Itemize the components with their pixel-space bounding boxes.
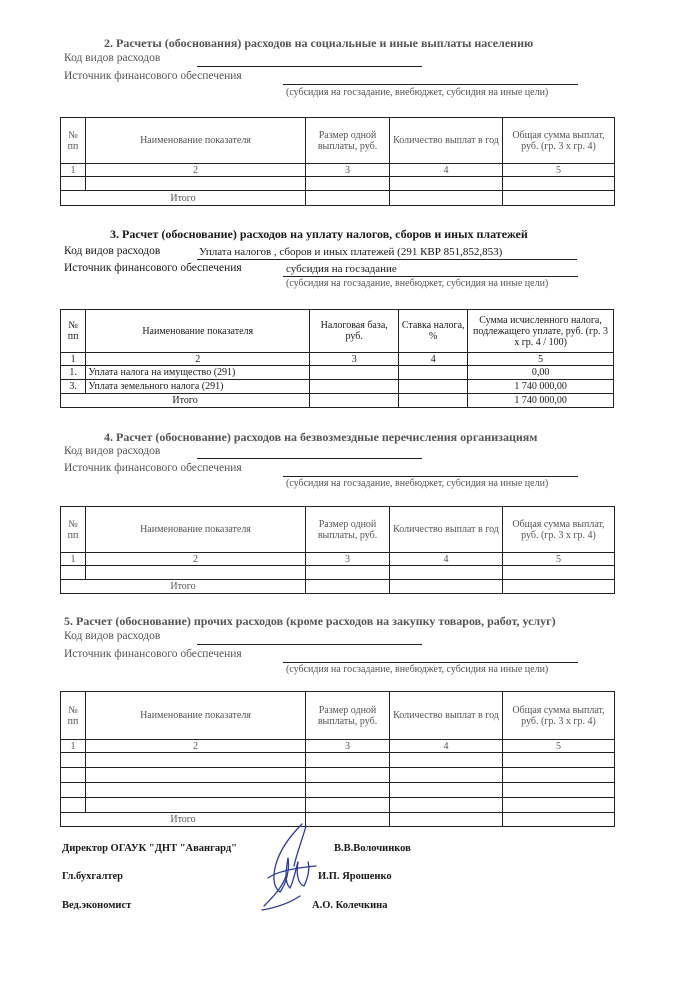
section3-code-line xyxy=(197,259,577,260)
section3-source-hint: (субсидия на госзадание, внебюджет, субсидия на иные цели) xyxy=(286,278,549,289)
s5-colnum: 2 xyxy=(86,740,306,753)
section4-code-label: Код видов расходов xyxy=(64,445,161,457)
s4-h-total: Общая сумма выплат, руб. (гр. 3 х гр. 4) xyxy=(503,507,615,553)
s2-colnum: 4 xyxy=(390,164,503,177)
s4-colnum: 5 xyxy=(503,553,615,566)
s3-colnum: 4 xyxy=(399,353,468,366)
section2-code-line xyxy=(197,66,422,67)
s5-total-label: Итого xyxy=(61,813,306,827)
section2-table xyxy=(60,117,615,206)
s2-h-name: Наименование показателя xyxy=(86,118,306,164)
s3-colnum: 1 xyxy=(61,353,86,366)
section5-code-line xyxy=(197,644,422,645)
table-row xyxy=(61,783,615,798)
section3-source-line xyxy=(283,276,578,277)
s3-row-num: 3. xyxy=(61,380,86,394)
s5-h-size: Размер одной выплаты, руб. xyxy=(306,692,390,740)
s4-colnum: 1 xyxy=(61,553,86,566)
s5-h-total: Общая сумма выплат, руб. (гр. 3 х гр. 4) xyxy=(503,692,615,740)
s5-colnum: 5 xyxy=(503,740,615,753)
table-row xyxy=(61,768,615,783)
section3-code-label: Код видов расходов xyxy=(64,245,161,257)
table-row xyxy=(61,753,615,768)
s5-colnum: 1 xyxy=(61,740,86,753)
s5-h-count: Количество выплат в год xyxy=(390,692,503,740)
s4-h-name: Наименование показателя xyxy=(86,507,306,553)
section3-source-value: субсидия на госзадание xyxy=(286,263,397,275)
economist-name: А.О. Колечкина xyxy=(312,900,388,911)
s4-h-num: № пп xyxy=(61,507,86,553)
s2-h-size: Размер одной выплаты, руб. xyxy=(306,118,390,164)
s2-colnum: 5 xyxy=(503,164,615,177)
s3-row-sum: 0,00 xyxy=(468,366,614,380)
s2-colnum: 3 xyxy=(306,164,390,177)
s2-total-label: Итого xyxy=(61,191,306,206)
s4-colnum: 2 xyxy=(86,553,306,566)
handwritten-signature xyxy=(250,818,330,918)
section4-title: 4. Расчет (обоснование) расходов на безвозмездные перечисления организациям xyxy=(104,430,538,444)
s2-colnum: 1 xyxy=(61,164,86,177)
section4-code-line xyxy=(197,458,422,459)
s3-row-name: Уплата налога на имущество (291) xyxy=(86,366,310,380)
section3-code-value: Уплата налогов , сборов и иных платежей (291 КВР 851,852,853) xyxy=(199,246,503,258)
section5-source-line xyxy=(283,662,578,663)
s3-row-num: 1. xyxy=(61,366,86,380)
director-title: Директор ОГАУК "ДНТ "Авангард" xyxy=(62,843,237,854)
section4-source-hint: (субсидия на госзадание, внебюджет, субсидия на иные цели) xyxy=(286,478,549,489)
section4-source-label: Источник финансового обеспечения xyxy=(64,462,242,474)
section2-source-line xyxy=(283,84,578,85)
section2-code-label: Код видов расходов xyxy=(64,52,161,64)
table-row xyxy=(61,380,614,394)
s4-colnum: 4 xyxy=(390,553,503,566)
s3-h-name: Наименование показателя xyxy=(86,310,310,353)
s4-total-label: Итого xyxy=(61,580,306,594)
section2-source-label: Источник финансового обеспечения xyxy=(64,70,242,82)
s4-h-count: Количество выплат в год xyxy=(390,507,503,553)
accountant-name: И.П. Ярошенко xyxy=(318,871,392,882)
table-row xyxy=(61,177,615,191)
section5-code-label: Код видов расходов xyxy=(64,630,161,642)
section4-source-line xyxy=(283,476,578,477)
s3-colnum: 5 xyxy=(468,353,614,366)
director-name: В.В.Волочинков xyxy=(334,843,411,854)
s3-row-sum: 1 740 000,00 xyxy=(468,380,614,394)
s3-colnum: 2 xyxy=(86,353,310,366)
section5-title: 5. Расчет (обоснование) прочих расходов (кроме расходов на закупку товаров, работ, услуг) xyxy=(64,614,556,628)
s5-h-num: № пп xyxy=(61,692,86,740)
s4-h-size: Размер одной выплаты, руб. xyxy=(306,507,390,553)
s5-colnum: 3 xyxy=(306,740,390,753)
s3-h-base: Налоговая база, руб. xyxy=(310,310,399,353)
s4-colnum: 3 xyxy=(306,553,390,566)
s3-h-num: № пп xyxy=(61,310,86,353)
table-row xyxy=(61,798,615,813)
section5-source-label: Источник финансового обеспечения xyxy=(64,648,242,660)
s2-h-count: Количество выплат в год xyxy=(390,118,503,164)
s2-h-num: № пп xyxy=(61,118,86,164)
s3-h-sum: Сумма исчисленного налога, подлежащего уплате, руб. (гр. 3 х гр. 4 / 100) xyxy=(468,310,614,353)
table-row xyxy=(61,566,615,580)
section5-source-hint: (субсидия на госзадание, внебюджет, субсидия на иные цели) xyxy=(286,664,549,675)
s3-row-name: Уплата земельного налога (291) xyxy=(86,380,310,394)
section4-table xyxy=(60,506,615,594)
section2-source-hint: (субсидия на госзадание, внебюджет, субсидия на иные цели) xyxy=(286,87,549,98)
section3-table xyxy=(60,309,614,408)
accountant-title: Гл.бухгалтер xyxy=(62,871,124,882)
s5-colnum: 4 xyxy=(390,740,503,753)
s3-total-label: Итого xyxy=(61,394,310,408)
s3-total-sum: 1 740 000,00 xyxy=(468,394,614,408)
section3-title: 3. Расчет (обоснование) расходов на уплату налогов, сборов и иных платежей xyxy=(110,227,528,241)
s3-colnum: 3 xyxy=(310,353,399,366)
table-row xyxy=(61,366,614,380)
section2-title: 2. Расчеты (обоснования) расходов на социальные и иные выплаты населению xyxy=(104,36,534,50)
s5-h-name: Наименование показателя xyxy=(86,692,306,740)
economist-title: Вед.экономист xyxy=(62,900,132,911)
s3-h-rate: Ставка налога, % xyxy=(399,310,468,353)
s2-h-total: Общая сумма выплат, руб. (гр. 3 х гр. 4) xyxy=(503,118,615,164)
section5-table xyxy=(60,691,615,827)
s2-colnum: 2 xyxy=(86,164,306,177)
section3-source-label: Источник финансового обеспечения xyxy=(64,262,242,274)
